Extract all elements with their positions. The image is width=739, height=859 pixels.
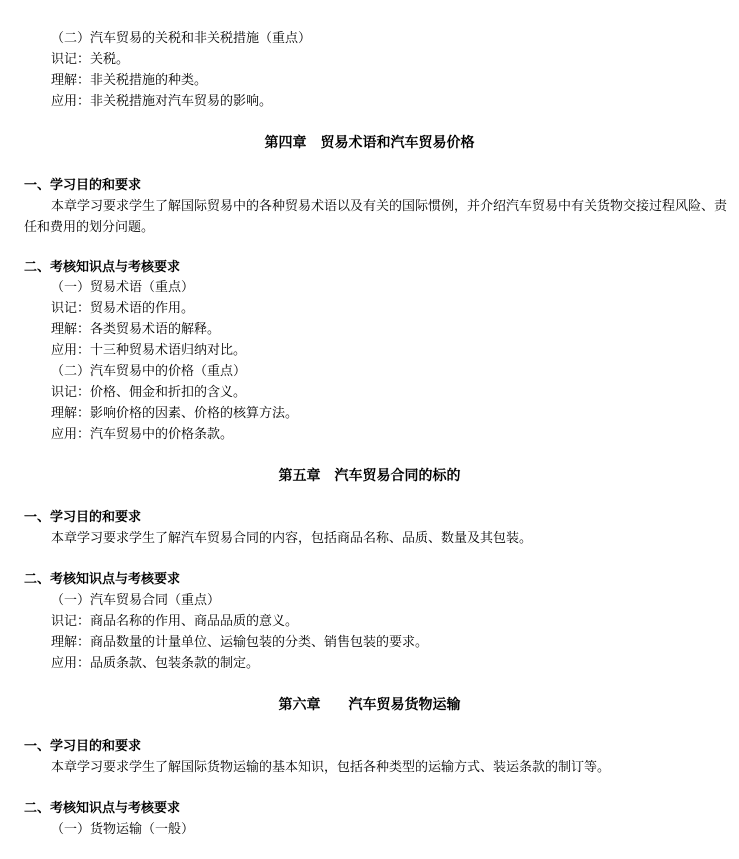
subsection-heading: （二）汽车贸易的关税和非关税措施（重点） [51, 31, 312, 46]
understand-line: 理解：影响价格的因素、价格的核算方法。 [51, 406, 299, 421]
section-heading: 二、考核知识点与考核要求 [24, 260, 181, 275]
recall-line: 识记：商品名称的作用、商品品质的意义。 [51, 614, 299, 629]
chapter-title: 第四章 贸易术语和汽车贸易价格 [264, 135, 475, 151]
subsection-heading: （一）贸易术语（重点） [51, 280, 195, 295]
chapter-title: 第五章 汽车贸易合同的标的 [278, 468, 461, 484]
section-heading: 一、学习目的和要求 [24, 178, 142, 193]
recall-line: 识记：关税。 [51, 52, 130, 67]
paragraph-text: 本章学习要求学生了解国际贸易中的各种贸易术语以及有关的国际惯例，并介绍汽车贸易中有关货物交接过程风险、责任和费用的划分问题。 [24, 199, 728, 235]
paragraph-text: 本章学习要求学生了解国际货物运输的基本知识，包括各种类型的运输方式、装运条款的制订等。 [51, 760, 611, 775]
subsection-heading: （一）货物运输（一般） [51, 822, 195, 837]
section-heading: 一、学习目的和要求 [24, 739, 142, 754]
apply-line: 应用：品质条款、包装条款的制定。 [51, 656, 260, 671]
understand-line: 理解：各类贸易术语的解释。 [51, 322, 221, 337]
section-heading: 二、考核知识点与考核要求 [24, 801, 181, 816]
subsection-heading: （一）汽车贸易合同（重点） [51, 593, 221, 608]
recall-line: 识记：贸易术语的作用。 [51, 301, 195, 316]
recall-line: 识记：价格、佣金和折扣的含义。 [51, 385, 247, 400]
understand-line: 理解：非关税措施的种类。 [51, 73, 208, 88]
apply-line: 应用：汽车贸易中的价格条款。 [51, 427, 234, 442]
section-heading: 一、学习目的和要求 [24, 510, 142, 525]
section-paragraph [24, 196, 729, 238]
paragraph-text: 本章学习要求学生了解汽车贸易合同的内容，包括商品名称、品质、数量及其包装。 [51, 531, 533, 546]
chapter-title: 第六章 汽车贸易货物运输 [278, 697, 461, 713]
apply-line: 应用：非关税措施对汽车贸易的影响。 [51, 94, 273, 109]
apply-line: 应用：十三种贸易术语归纳对比。 [51, 343, 247, 358]
understand-line: 理解：商品数量的计量单位、运输包装的分类、销售包装的要求。 [51, 635, 429, 650]
section-heading: 二、考核知识点与考核要求 [24, 572, 181, 587]
subsection-heading: （二）汽车贸易中的价格（重点） [51, 364, 247, 379]
